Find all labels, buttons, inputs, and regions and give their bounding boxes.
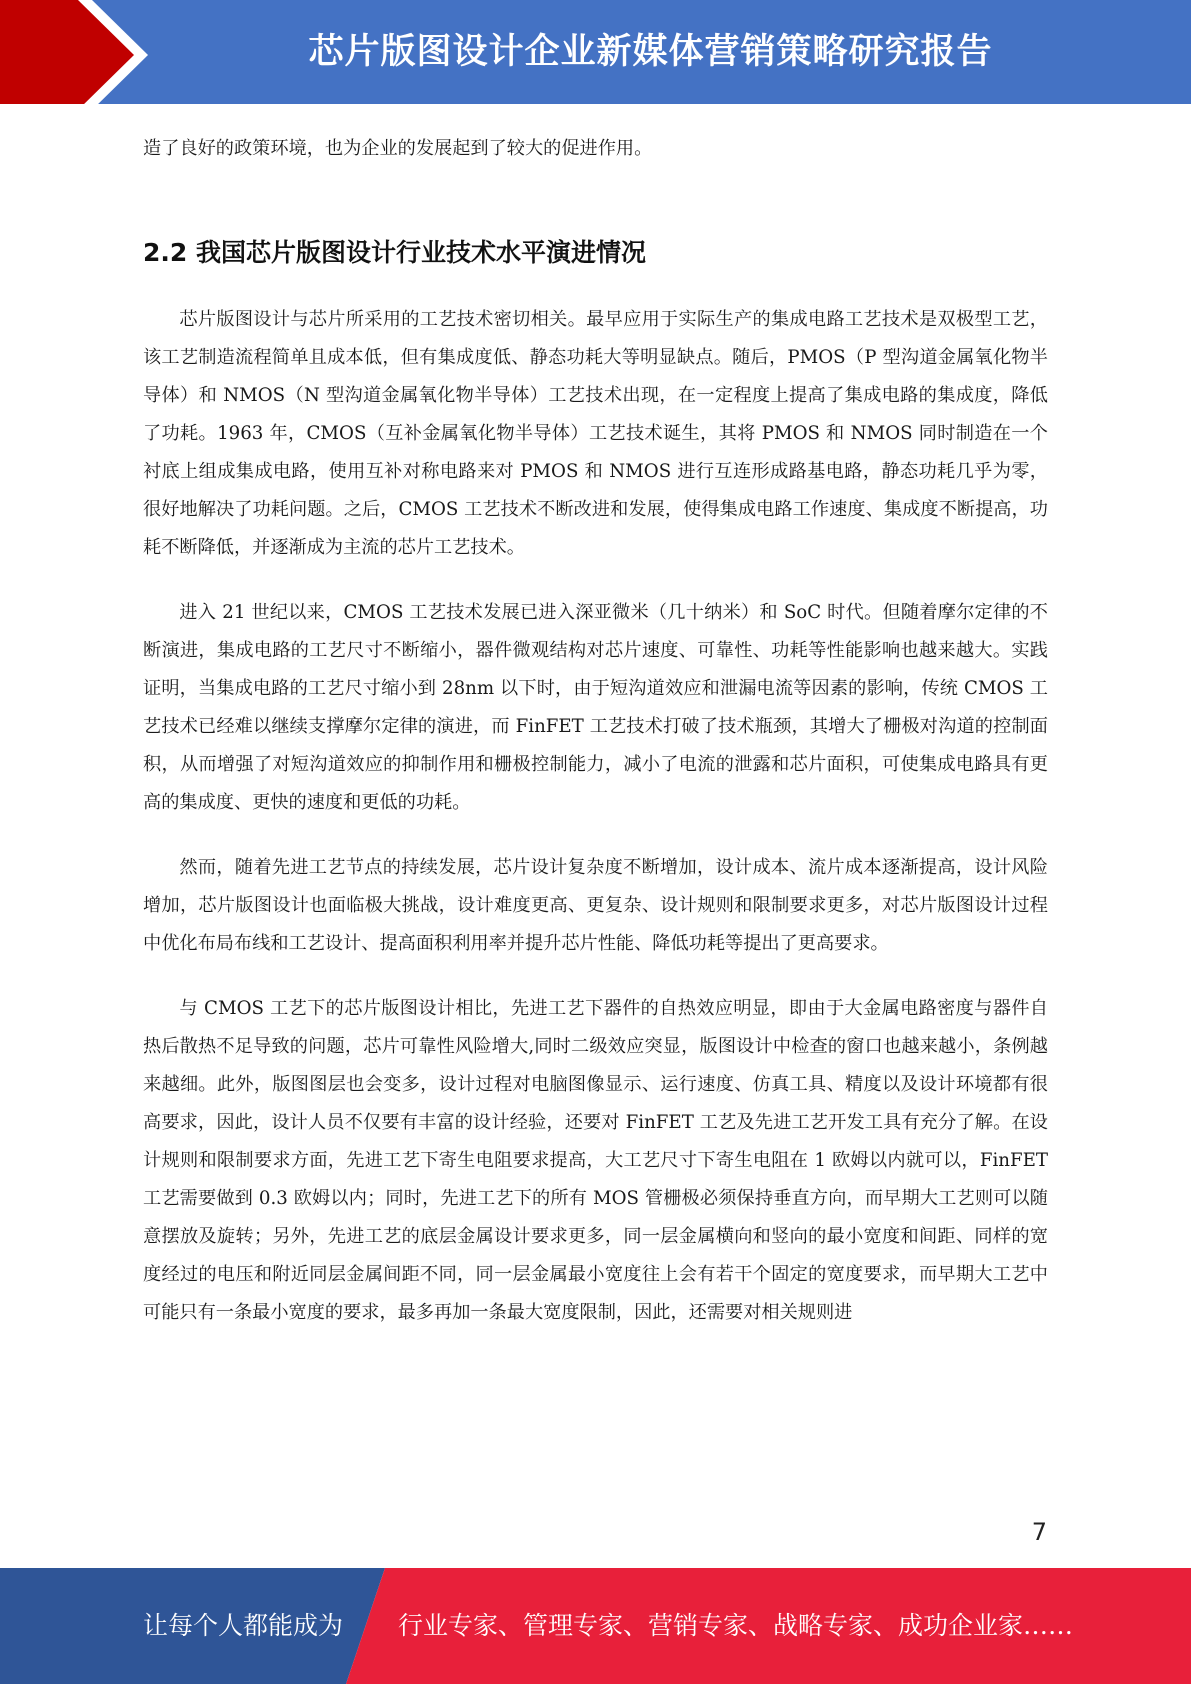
footer-slogan-right: 行业专家、管理专家、营销专家、战略专家、成功企业家…… (398, 1611, 1074, 1640)
body-paragraph-1: 芯片版图设计与芯片所采用的工艺技术密切相关。最早应用于实际生产的集成电路工艺技术是双极型工艺，该工艺制造流程简单且成本低，但有集成度低、静态功耗大等明显缺点。随后，PMOS（P 型沟道金属氧化物半导体）和 NMOS（N 型沟道金属氧化物半导体）工艺技术出现，在一定程度上提高了集成电路的集成度，降低了功耗。1963 年，CMOS（互补金属氧化物半导体）工艺技术诞生，其将 PMOS 和 NMOS 同时制造在一个衬底上组成集成电路，使用互补对称电路来对 PMOS 和 NMOS 进行互连形成路基电路，静态功耗几乎为零，很好地解决了功耗问题。之后，CMOS 工艺技术不断改进和发展，使得集成电路工作速度、集成度不断提高，功耗不断降低，并逐渐成为主流的芯片工艺技术。 (143, 309, 1048, 558)
body-paragraph-2: 进入 21 世纪以来，CMOS 工艺技术发展已进入深亚微米（几十纳米）和 SoC 时代。但随着摩尔定律的不断演进，集成电路的工艺尺寸不断缩小，器件微观结构对芯片速度、可靠性、功耗等性能影响也越来越大。实践证明，当集成电路的工艺尺寸缩小到 28nm 以下时，由于短沟道效应和泄漏电流等因素的影响，传统 CMOS 工艺技术已经难以继续支撑摩尔定律的演进，而 FinFET 工艺技术打破了技术瓶颈，其增大了栅极对沟道的控制面积，从而增强了对短沟道效应的抑制作用和栅极控制能力，减小了电流的泄露和芯片面积，可使集成电路具有更高的集成度、更快的速度和更低的功耗。 (143, 602, 1048, 813)
page-body (143, 130, 1048, 1332)
body-paragraph-3: 然而，随着先进工艺节点的持续发展，芯片设计复杂度不断增加，设计成本、流片成本逐渐提高，设计风险增加，芯片版图设计也面临极大挑战，设计难度更高、更复杂、设计规则和限制要求更多，对芯片版图设计过程中优化布局布线和工艺设计、提高面积利用率并提升芯片性能、降低功耗等提出了更高要求。 (143, 857, 1048, 954)
page-number: 7 (1031, 1518, 1047, 1546)
page-header (0, 0, 1191, 110)
body-paragraph-4: 与 CMOS 工艺下的芯片版图设计相比，先进工艺下器件的自热效应明显，即由于大金属电路密度与器件自热后散热不足导致的问题，芯片可靠性风险增大,同时二级效应突显，版图设计中检查的窗口也越来越小，条例越来越细。此外，版图图层也会变多，设计过程对电脑图像显示、运行速度、仿真工具、精度以及设计环境都有很高要求，因此，设计人员不仅要有丰富的设计经验，还要对 FinFET 工艺及先进工艺开发工具有充分了解。在设计规则和限制要求方面，先进工艺下寄生电阻要求提高，大工艺尺寸下寄生电阻在 1 欧姆以内就可以，FinFET 工艺需要做到 0.3 欧姆以内；同时，先进工艺下的所有 MOS 管栅极必须保持垂直方向，而早期大工艺则可以随意摆放及旋转；另外，先进工艺的底层金属设计要求更多，同一层金属横向和竖向的最小宽度和间距、同样的宽度经过的电压和附近同层金属间距不同，同一层金属最小宽度往上会有若干个固定的宽度要求，而早期大工艺中可能只有一条最小宽度的要求，最多再加一条最大宽度限制，因此，还需要对相关规则进 (143, 998, 1048, 1323)
page-footer (0, 1568, 1191, 1684)
red-chevron-shape (0, 0, 134, 110)
header-bottom-rule (0, 104, 1191, 110)
continued-paragraph: 造了良好的政策环境，也为企业的发展起到了较大的促进作用。 (143, 138, 653, 159)
section-heading: 2.2 我国芯片版图设计行业技术水平演进情况 (143, 238, 646, 267)
document-title: 芯片版图设计企业新媒体营销策略研究报告 (308, 32, 993, 72)
footer-slogan-left: 让每个人都能成为 (143, 1611, 344, 1640)
